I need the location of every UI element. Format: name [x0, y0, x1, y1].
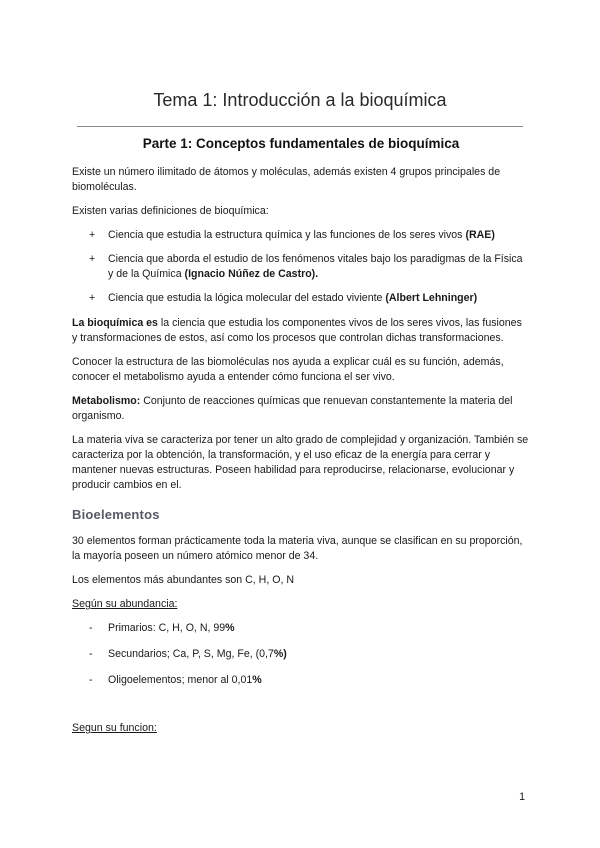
definition-text: Ciencia que estudia la lógica molecular del estado viviente: [108, 292, 386, 304]
list-item: [72, 252, 530, 282]
plus-bullet: +: [89, 253, 96, 265]
section-heading-bioelementos: Bioelementos: [72, 507, 160, 522]
abundance-text: Primarios: C, H, O, N, 99: [108, 622, 226, 634]
definition-text: Ciencia que estudia la estructura química y las funciones de los seres vivos: [108, 229, 466, 241]
title-divider: [77, 126, 523, 127]
metabolismo-term: Metabolismo:: [72, 395, 141, 407]
abundance-text: Secundarios; Ca, P, S, Mg, Fe, (0,7: [108, 648, 274, 660]
list-item: [72, 621, 530, 636]
dash-bullet: -: [89, 622, 93, 634]
list-item: [72, 228, 530, 243]
dash-bullet: -: [89, 648, 93, 660]
spacer: [72, 699, 530, 721]
definition-source: (Ignacio Núñez de Castro).: [184, 268, 319, 280]
intro-paragraph: Existe un número ilimitado de átomos y moléculas, además existen 4 grupos principales de biomoléculas.: [72, 166, 501, 193]
list-item: [72, 291, 530, 306]
definitions-list: [72, 228, 530, 306]
plus-bullet: +: [89, 229, 96, 241]
bioelementos-paragraph: 30 elementos forman prácticamente toda la materia viva, aunque se clasifican en su proporción, la mayoría poseen un número atómico menor de 34.: [72, 535, 523, 562]
abundance-suffix: %): [273, 648, 287, 660]
part-heading: Parte 1: Conceptos fundamentales de bioquímica: [142, 136, 460, 151]
document-title: Tema 1: Introducción a la bioquímica: [153, 90, 447, 110]
definition-source: (RAE): [465, 229, 495, 241]
dash-bullet: -: [89, 674, 93, 686]
abundance-list: [72, 621, 530, 688]
definition-text: Ciencia que aborda el estudio de los fenómenos vitales bajo los paradigmas de la Física y de la Química: [108, 253, 523, 280]
abundance-label: Según su abundancia:: [72, 598, 178, 610]
abundant-elements-paragraph: Los elementos más abundantes son C, H, O, N: [72, 574, 294, 586]
bioquimica-definition: [72, 316, 530, 346]
abundance-text: Oligoelementos; menor al 0,01: [108, 674, 253, 686]
function-label: Segun su funcion:: [72, 722, 157, 734]
definition-source: (Albert Lehninger): [385, 292, 478, 304]
bioquimica-term: La bioquímica es: [72, 317, 158, 329]
list-item: [72, 647, 530, 662]
abundance-suffix: %: [252, 674, 262, 686]
materia-viva-paragraph: La materia viva se caracteriza por tener un alto grado de complejidad y organización. También se caracteriza por la obtención, la transformación, y el uso eficaz de la energía para cerrar y mantener nuevas estructuras. Poseen habilidad para reproducirse, relacionarse, evolucionar y producir cambios en el.: [72, 434, 529, 491]
plus-bullet: +: [89, 292, 96, 304]
definitions-intro: Existen varias definiciones de bioquímica:: [72, 205, 269, 217]
document-body: [72, 136, 530, 745]
list-item: [72, 673, 530, 688]
metabolismo-text: Conjunto de reacciones químicas que renuevan constantemente la materia del organismo.: [72, 395, 513, 422]
metabolismo-definition: [72, 394, 530, 424]
bioquimica-text: la ciencia que estudia los componentes vivos de los seres vivos, las fusiones y transformaciones de estos, así como los procesos que controlan dichas transformaciones.: [72, 317, 522, 344]
abundance-suffix: %: [225, 622, 235, 634]
estructura-paragraph: Conocer la estructura de las biomoléculas nos ayuda a explicar cuál es su función, además, conocer el metabolismo ayuda a entender cómo funciona el ser vivo.: [72, 356, 504, 383]
page-number: 1: [519, 791, 525, 803]
